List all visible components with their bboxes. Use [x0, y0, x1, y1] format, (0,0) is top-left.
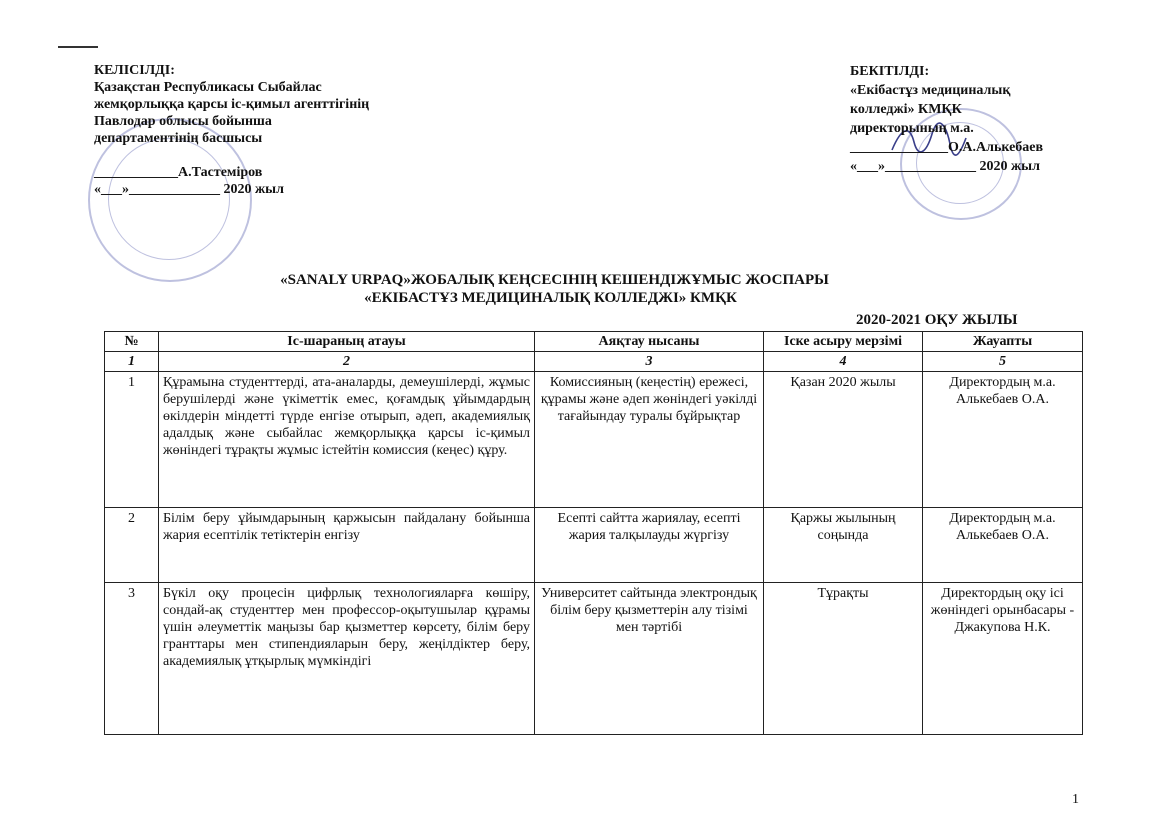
responsible-person: Директордың м.а. Алькебаев О.А.	[923, 508, 1083, 583]
approved-heading: БЕКІТІЛДІ:	[850, 64, 930, 79]
column-number: 4	[764, 352, 923, 372]
approved-line: «Екібастұз медициналық	[850, 83, 1011, 98]
agreed-line: Павлодар облысы бойынша	[94, 114, 272, 129]
top-rule	[58, 46, 98, 48]
column-number: 1	[105, 352, 159, 372]
table-row	[105, 583, 1083, 735]
activity-name: Құрамына студенттерді, ата-аналарды, демеушілерді, жұмыс берушілерді және үкіметтік емес, қоғамдық ұйымдардың өкілдерін міндетті түрде енгізе отырып, әдеп, академиялық адалдық және сыбайлас жемқорлыққа қарсы іс-қимыл жөніндегі тұрақты жұмыс істейтін комиссия (кеңес) құру.	[159, 372, 535, 508]
agreed-line: Қазақстан Республикасы Сыбайлас	[94, 80, 322, 95]
agreed-line: департаментінің басшысы	[94, 131, 263, 146]
agreed-line: жемқорлыққа қарсы іс-қимыл агенттігінің	[94, 97, 370, 112]
table-row	[105, 372, 1083, 508]
header-deadline: Іске асыру мерзімі	[764, 332, 923, 352]
approved-line: колледжі» КМҚК	[850, 102, 962, 117]
column-number-row	[105, 352, 1083, 372]
deadline: Қаржы жылының соңында	[764, 508, 923, 583]
academic-year: 2020-2021 ОҚУ ЖЫЛЫ	[856, 312, 1018, 328]
column-number: 5	[923, 352, 1083, 372]
header-responsible: Жауапты	[923, 332, 1083, 352]
plan-title: «SANALY URPAQ»ЖОБАЛЫҚ КЕҢСЕСІНІҢ КЕШЕНДІЖҰМЫС ЖОСПАРЫ	[280, 272, 829, 288]
plan-subtitle: «ЕКІБАСТҰЗ МЕДИЦИНАЛЫҚ КОЛЛЕДЖІ» КМҚК	[364, 290, 737, 306]
header-number: №	[105, 332, 159, 352]
work-plan-table	[104, 331, 1083, 735]
completion-form: Есепті сайтта жариялау, есепті жария талқылауды жүргізу	[535, 508, 764, 583]
agreed-heading: КЕЛІСІЛДІ:	[94, 63, 175, 78]
agreed-block	[94, 62, 454, 198]
completion-form: Комиссияның (кеңестің) ережесі, құрамы және әдеп жөніндегі уәкілді тағайындау туралы бұйрықтар	[535, 372, 764, 508]
header-activity: Іс-шараның атауы	[159, 332, 535, 352]
header-completion-form: Аяқтау нысаны	[535, 332, 764, 352]
responsible-person: Директордың оқу ісі жөніндегі орынбасары - Джакупова Н.К.	[923, 583, 1083, 735]
deadline: Қазан 2020 жылы	[764, 372, 923, 508]
column-number: 2	[159, 352, 535, 372]
deadline: Тұрақты	[764, 583, 923, 735]
agreed-signer: ____________А.Тастеміров	[94, 165, 263, 180]
row-number: 3	[105, 583, 159, 735]
agreed-date: «___»_____________ 2020 жыл	[94, 182, 284, 197]
activity-name: Бүкіл оқу процесін цифрлық технологияларға көшіру, сондай-ақ студенттер мен профессор-оқытушылар құрамы үшін әлеуметтік маңызы бар қызметтер көрсету, білім беру гранттары мен стипендияларын беру, жеңілдіктер беру, академиялық ұтқырлық мүмкіндігі	[159, 583, 535, 735]
row-number: 1	[105, 372, 159, 508]
page-number: 1	[1072, 792, 1079, 807]
responsible-person: Директордың м.а. Алькебаев О.А.	[923, 372, 1083, 508]
approved-block	[850, 62, 1090, 176]
column-number: 3	[535, 352, 764, 372]
approved-line: директорының м.а.	[850, 121, 974, 136]
approved-date: «___»_____________ 2020 жыл	[850, 159, 1040, 174]
row-number: 2	[105, 508, 159, 583]
table-row	[105, 508, 1083, 583]
completion-form: Университет сайтында электрондық білім беру қызметтерін алу тізімі мен тәртібі	[535, 583, 764, 735]
activity-name: Білім беру ұйымдарының қаржысын пайдалану бойынша жария есептілік тетіктерін енгізу	[159, 508, 535, 583]
approved-signer: ______________О.А.Алькебаев	[850, 140, 1044, 155]
table-header-row	[105, 332, 1083, 352]
